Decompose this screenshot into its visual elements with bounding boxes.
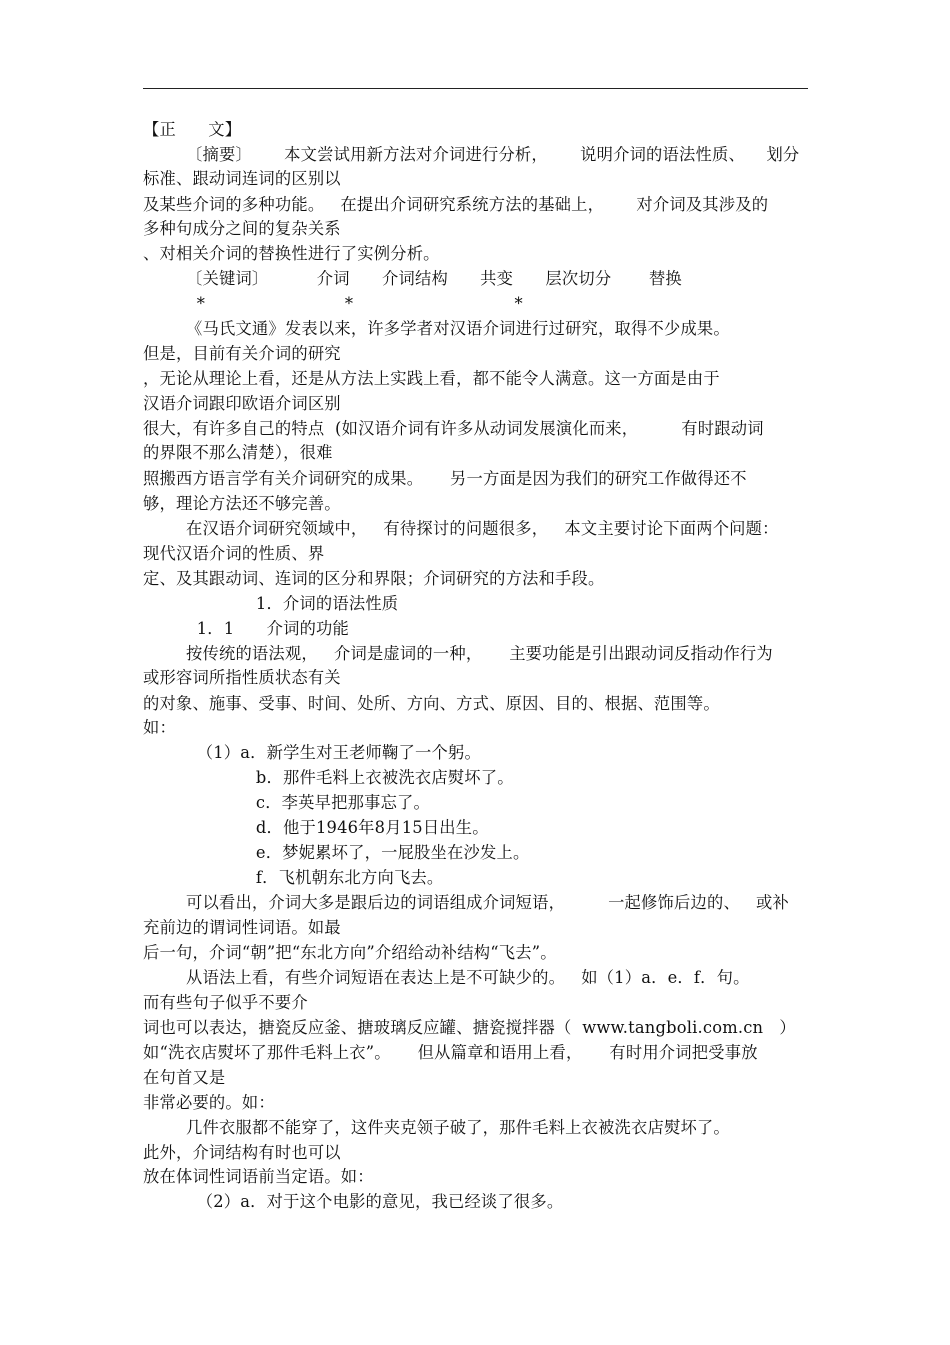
body-line: 在汉语介词研究领域中， 有待探讨的问题很多， 本文主要讨论下面两个问题： [143,519,779,538]
body-line: 几件衣服都不能穿了，这件夹克领子破了，那件毛料上衣被洗衣店熨坏了。 [143,1118,730,1137]
body-line: 后一句，介词“朝”把“东北方向”介绍给动补结构“飞去”。 [143,943,557,962]
body-line: 的界限不那么清楚），很难 [143,443,333,462]
abstract-line: 标准、跟动词连词的区别以 [143,169,341,188]
section-heading: 【正 文】 [143,120,242,139]
abstract-line: 、对相关介词的替换性进行了实例分析。 [143,244,440,263]
subsection-title: 1．1 介词的功能 [143,619,350,638]
example-item: b．那件毛料上衣被洗衣店熨坏了。 [143,768,514,787]
body-line: 很大，有许多自己的特点 (如汉语介词有许多从动词发展演化而来， 有时跟动词 [143,419,764,438]
body-line: 此外，介词结构有时也可以 [143,1143,341,1162]
abstract-line: 及某些介词的多种功能。 在提出介词研究系统方法的基础上， 对介词及其涉及的 [143,195,769,214]
body-line: 放在体词性词语前当定语。如： [143,1167,374,1186]
body-line: 《马氏文通》发表以来，许多学者对汉语介词进行过研究，取得不少成果。 [143,319,730,338]
example-item: （2）a．对于这个电影的意见，我已经谈了很多。 [143,1192,564,1211]
abstract-line: 多种句成分之间的复杂关系 [143,219,341,238]
body-line: 定、及其跟动词、连词的区分和界限；介词研究的方法和手段。 [143,569,605,588]
body-line: 的对象、施事、受事、时间、处所、方向、方式、原因、目的、根据、范围等。 [143,694,720,713]
body-line: 充前边的谓词性词语。如最 [143,918,341,937]
body-line: 可以看出，介词大多是跟后边的词语组成介词短语， 一起修饰后边的、 或补 [143,893,790,912]
body-line: 汉语介词跟印欧语介词区别 [143,394,341,413]
body-line: 如“洗衣店熨坏了那件毛料上衣”。 但从篇章和语用上看， 有时用介词把受事放 [143,1043,758,1062]
keywords-line: 〔关键词〕 介词 介词结构 共变 层次切分 替换 [143,269,682,288]
body-line: 现代汉语介词的性质、界 [143,544,325,563]
example-item: f．飞机朝东北方向飞去。 [143,868,444,887]
abstract-line: 〔摘要〕 本文尝试用新方法对介词进行分析， 说明介词的语法性质、 划分 [143,145,800,164]
body-line: 词也可以表达，搪瓷反应釜、搪玻璃反应罐、搪瓷搅拌器（ www.tangboli.com.cn ） [143,1018,796,1037]
example-item: c．李英早把那事忘了。 [143,793,431,812]
body-line: 照搬西方语言学有关介词研究的成果。 另一方面是因为我们的研究工作做得还不 [143,469,747,488]
body-line: 在句首又是 [143,1068,226,1087]
body-line: 够，理论方法还不够完善。 [143,494,341,513]
body-line: 从语法上看，有些介词短语在表达上是不可缺少的。 如（1）a．e．f．句。 [143,968,750,987]
body-line: 按传统的语法观， 介词是虚词的一种， 主要功能是引出跟动词反指动作行为 [143,644,773,663]
body-line: 或形容词所指性质状态有关 [143,668,341,687]
section-title: 1．介词的语法性质 [143,594,399,613]
header-rule [143,88,808,89]
example-item: e．梦妮累坏了，一屁股坐在沙发上。 [143,843,530,862]
body-line: 而有些句子似乎不要介 [143,993,308,1012]
body-line: ，无论从理论上看，还是从方法上实践上看，都不能令人满意。这一方面是由于 [143,369,720,388]
body-line: 非常必要的。如： [143,1093,275,1112]
body-line: 如： [143,718,176,737]
body-line: 但是，目前有关介词的研究 [143,344,341,363]
separator-stars: * * * [143,294,523,313]
example-item: （1）a．新学生对王老师鞠了一个躬。 [143,743,481,762]
example-item: d．他于1946年8月15日出生。 [143,818,489,837]
